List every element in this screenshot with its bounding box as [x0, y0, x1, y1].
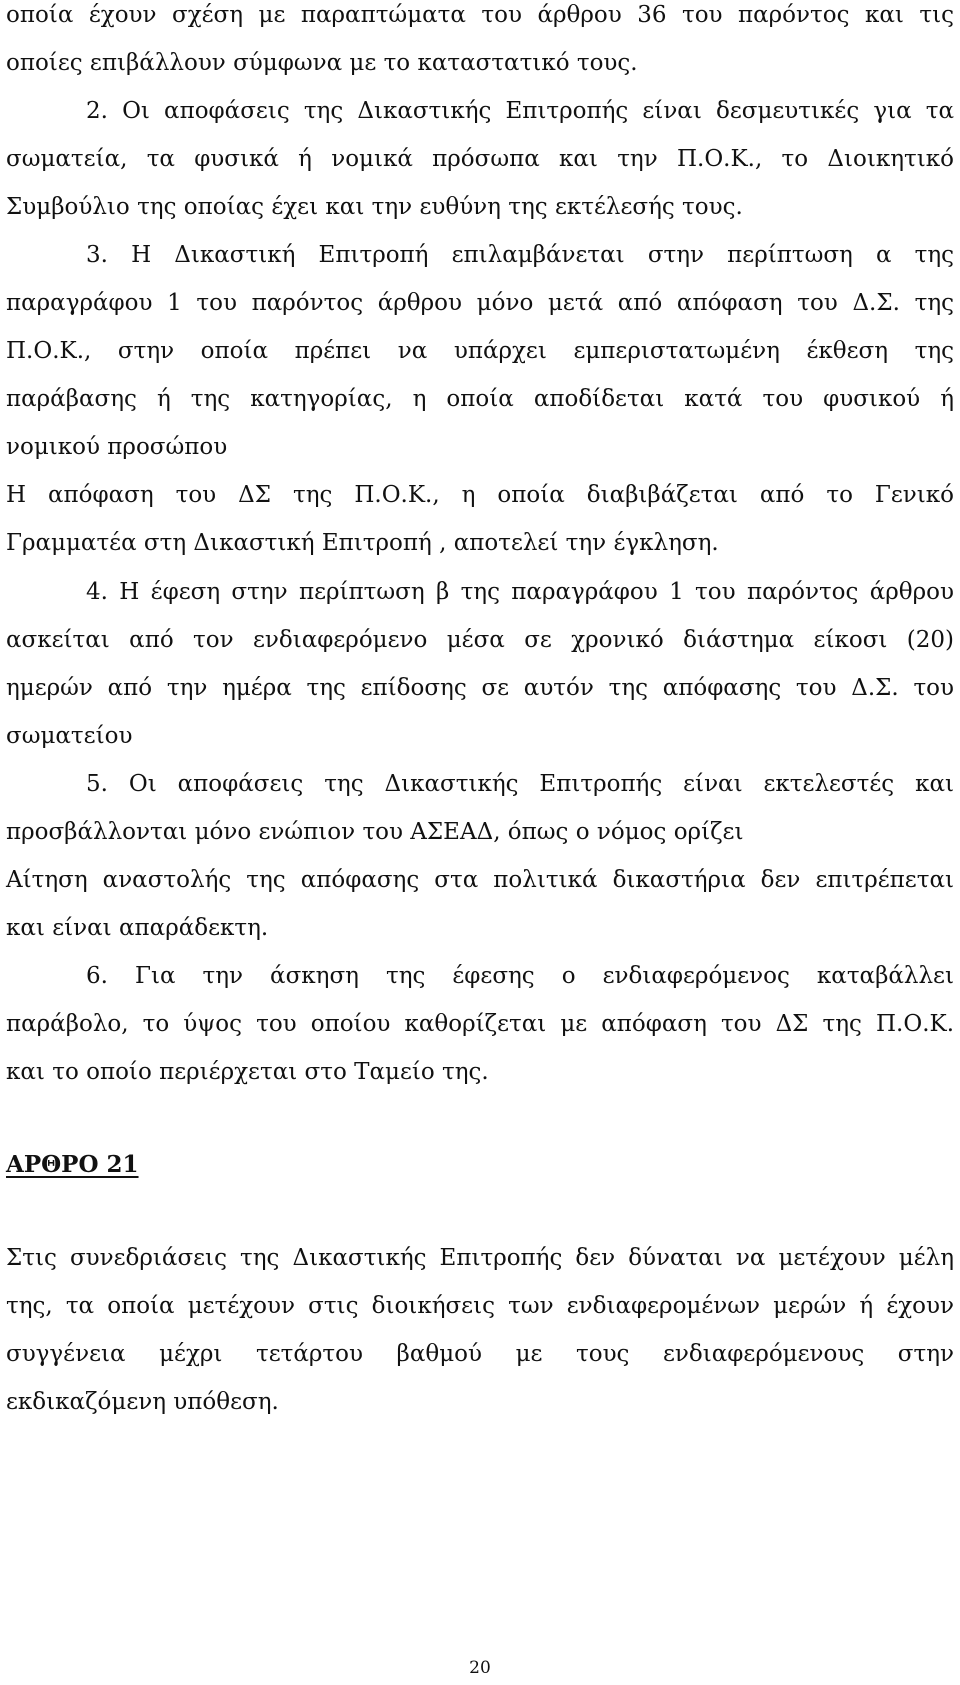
text-line: νομικού προσώπου — [6, 434, 228, 460]
text-line: οποίες επιβάλλουν σύμφωνα με το καταστατικό τους. — [6, 50, 638, 76]
article-heading: ΑΡΘΡΟ 21 — [6, 1151, 139, 1178]
text-line: ασκείται από τον ενδιαφερόμενο μέσα σε χρονικό διάστημα είκοσι (20) — [6, 627, 954, 653]
text-line: παράβολο, το ύψος του οποίου καθορίζεται με απόφαση του ΔΣ της Π.Ο.Κ. — [6, 1011, 954, 1037]
document-page — [6, 0, 954, 1685]
text-line: Η απόφαση του ΔΣ της Π.Ο.Κ., η οποία διαβιβάζεται από το Γενικό — [6, 482, 954, 508]
text-line: της, τα οποία μετέχουν στις διοικήσεις των ενδιαφερομένων μερών ή έχουν — [6, 1293, 954, 1319]
paragraph-6-start: 6. Για την άσκηση της έφεσης ο ενδιαφερόμενος καταβάλλει — [86, 963, 954, 989]
text-line: και είναι απαράδεκτη. — [6, 915, 269, 941]
text-line: παράβασης ή της κατηγορίας, η οποία αποδίδεται κατά του φυσικού ή — [6, 386, 954, 412]
text-line: και το οποίο περιέρχεται στο Ταμείο της. — [6, 1059, 489, 1085]
text-line: οποία έχουν σχέση με παραπτώματα του άρθρου 36 του παρόντος και τις — [6, 2, 954, 28]
paragraph-2-start: 2. Οι αποφάσεις της Δικαστικής Επιτροπής είναι δεσμευτικές για τα — [86, 98, 954, 124]
text-line: Γραμματέα στη Δικαστική Επιτροπή , αποτελεί την έγκληση. — [6, 530, 719, 556]
text-line: εκδικαζόμενη υπόθεση. — [6, 1389, 279, 1415]
text-line: Συμβούλιο της οποίας έχει και την ευθύνη της εκτέλεσής τους. — [6, 194, 743, 220]
paragraph-5-start: 5. Οι αποφάσεις της Δικαστικής Επιτροπής είναι εκτελεστές και — [86, 771, 954, 797]
text-line: συγγένεια μέχρι τετάρτου βαθμού με τους ενδιαφερόμενους στην — [6, 1341, 954, 1367]
page-number: 20 — [469, 1658, 491, 1678]
text-line: προσβάλλονται μόνο ενώπιον του ΑΣΕΑΔ, όπως ο νόμος ορίζει — [6, 819, 744, 845]
paragraph-4-start: 4. Η έφεση στην περίπτωση β της παραγράφου 1 του παρόντος άρθρου — [86, 579, 954, 605]
text-line: Π.Ο.Κ., στην οποία πρέπει να υπάρχει εμπεριστατωμένη έκθεση της — [6, 338, 954, 364]
text-line: παραγράφου 1 του παρόντος άρθρου μόνο μετά από απόφαση του Δ.Σ. της — [6, 290, 954, 316]
text-line: σωματείου — [6, 723, 133, 749]
text-line: Στις συνεδριάσεις της Δικαστικής Επιτροπής δεν δύναται να μετέχουν μέλη — [6, 1245, 954, 1271]
text-line: σωματεία, τα φυσικά ή νομικά πρόσωπα και την Π.Ο.Κ., το Διοικητικό — [6, 146, 954, 172]
text-line: ημερών από την ημέρα της επίδοσης σε αυτόν της απόφασης του Δ.Σ. του — [6, 675, 954, 701]
text-line: Αίτηση αναστολής της απόφασης στα πολιτικά δικαστήρια δεν επιτρέπεται — [6, 867, 954, 893]
paragraph-3-start: 3. Η Δικαστική Επιτροπή επιλαμβάνεται στην περίπτωση α της — [86, 242, 954, 268]
